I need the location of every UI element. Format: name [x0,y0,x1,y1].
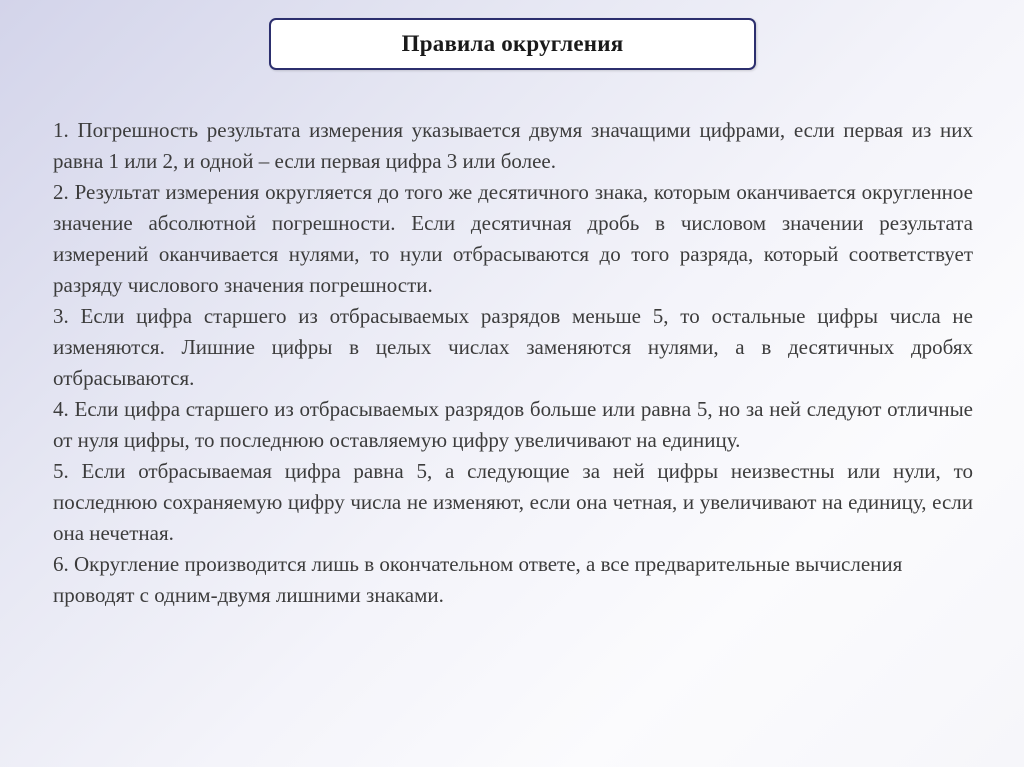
title-box [269,18,756,70]
rules-text-block [53,115,973,611]
slide-title: Правила округления [401,31,624,56]
rule-paragraph: 2. Результат измерения округляется до того же десятичного знака, которым оканчивается округленное значение абсолютной погрешности. Если десятичная дробь в числовом значении результата измерений оканчивается нулями, то нули отбрасываются до того разряда, который соответствует разряду числового значения погрешности. [53,180,973,297]
rule-paragraph: 3. Если цифра старшего из отбрасываемых разрядов меньше 5, то остальные цифры числа не изменяются. Лишние цифры в целых числах заменяются нулями, а в десятичных дробях отбрасываются. [53,304,973,390]
rule-paragraph: 5. Если отбрасываемая цифра равна 5, а следующие за ней цифры неизвестны или нули, то последнюю сохраняемую цифру числа не изменяют, если она четная, и увеличивают на единицу, если она нечетная. [53,459,973,545]
rule-paragraph: 1. Погрешность результата измерения указывается двумя значащими цифрами, если первая из них равна 1 или 2, и одной – если первая цифра 3 или более. [53,118,973,173]
rule-paragraph: 4. Если цифра старшего из отбрасываемых разрядов больше или равна 5, но за ней следуют отличные от нуля цифры, то последнюю оставляемую цифру увеличивают на единицу. [53,397,973,452]
rule-paragraph: 6. Округление производится лишь в окончательном ответе, а все предварительные вычисления проводят с одним-двумя лишними знаками. [53,552,903,607]
